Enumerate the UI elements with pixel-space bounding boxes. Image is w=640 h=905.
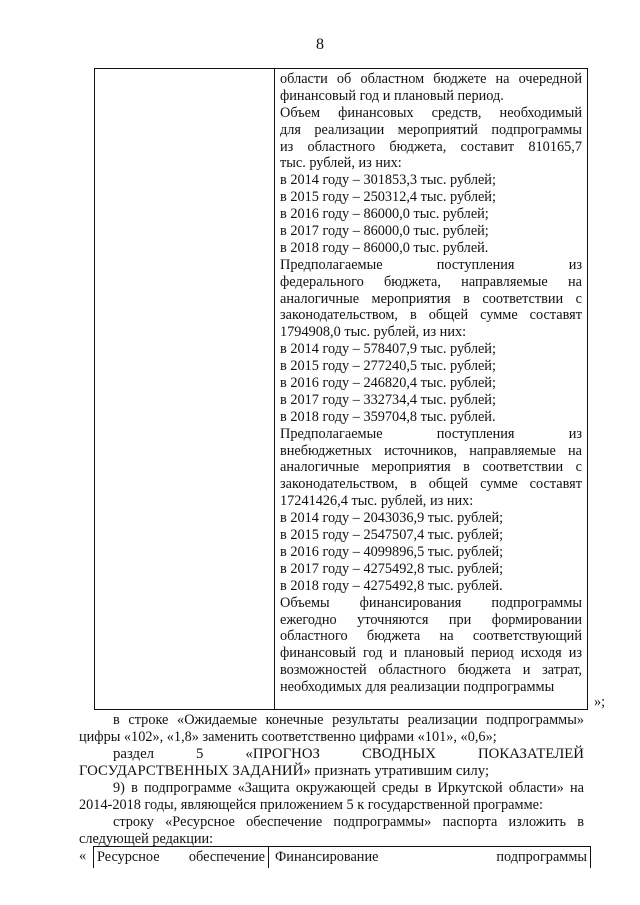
cell-line: 17241426,4 тыс. рублей, из них: bbox=[280, 493, 474, 510]
cell-line: Предполагаемые поступления из bbox=[280, 425, 582, 442]
table-closing-quote: »; bbox=[594, 694, 606, 710]
cell-line: законодательством, в общей сумме составят bbox=[280, 307, 582, 324]
cell-line: 1794908,0 тыс. рублей, из них: bbox=[280, 324, 467, 341]
cell-line: финансовый год и плановый период исходя из bbox=[280, 645, 582, 662]
cell-line: внебюджетных источников, направляемые на bbox=[280, 442, 582, 459]
resource-row-start bbox=[79, 846, 591, 868]
cell-line: в 2015 году – 250312,4 тыс. рублей; bbox=[280, 189, 496, 206]
cell-line: в 2017 году – 86000,0 тыс. рублей; bbox=[280, 223, 489, 240]
bottom-right-cell bbox=[269, 846, 591, 868]
paragraph-text: в строке «Ожидаемые конечные результаты реализации подпрограммы» цифры «102», «1,8» заменить соответственно цифрами «101», «0,6»; bbox=[79, 712, 584, 745]
cell-line: в 2018 году – 4275492,8 тыс. рублей. bbox=[280, 577, 503, 594]
cell-line: для реализации мероприятий подпрограммы bbox=[280, 121, 582, 138]
cell-line: тыс. рублей, из них: bbox=[280, 155, 402, 172]
cell-line: законодательством, в общей сумме составят bbox=[280, 476, 582, 493]
cell-line: федерального бюджета, направляемые на bbox=[280, 273, 582, 290]
cell-line: в 2014 году – 2043036,9 тыс. рублей; bbox=[280, 510, 504, 527]
cell-line: аналогичные мероприятия в соответствии с bbox=[280, 290, 582, 307]
cell-line: аналогичные мероприятия в соответствии с bbox=[280, 459, 582, 476]
bottom-left-cell bbox=[93, 846, 269, 868]
cell-line: из областного бюджета, составит 810165,7 bbox=[280, 138, 582, 155]
cell-line: в 2018 году – 359704,8 тыс. рублей. bbox=[280, 408, 496, 425]
table-right-cell bbox=[280, 71, 582, 696]
cell-line: в 2016 году – 4099896,5 тыс. рублей; bbox=[280, 543, 504, 560]
paragraph-text: 9) в подпрограмме «Защита окружающей среды в Иркутской области» на 2014-2018 годы, являющейся приложением 5 к государственной программе: bbox=[79, 780, 584, 813]
cell-line: Предполагаемые поступления из bbox=[280, 256, 582, 273]
cell-line: в 2015 году – 277240,5 тыс. рублей; bbox=[280, 358, 496, 375]
resource-table bbox=[94, 68, 588, 710]
paragraph-text: строку «Ресурсное обеспечение подпрограммы» паспорта изложить в следующей редакции: bbox=[79, 814, 584, 847]
cell-line: в 2018 году – 86000,0 тыс. рублей. bbox=[280, 239, 489, 256]
cell-line: областного бюджета на соответствующий bbox=[280, 628, 582, 645]
cell-line: в 2016 году – 86000,0 тыс. рублей; bbox=[280, 206, 489, 223]
cell-line: финансовый год и плановый период. bbox=[280, 87, 504, 104]
bottom-right-text: Финансирование подпрограммы bbox=[275, 849, 587, 865]
cell-line: возможностей областного бюджета и затрат, bbox=[280, 662, 582, 679]
paragraph-text: раздел 5 «ПРОГНОЗ СВОДНЫХ ПОКАЗАТЕЛЕЙ ГОСУДАРСТВЕННЫХ ЗАДАНИЙ» признать утратившим силу; bbox=[79, 746, 584, 779]
cell-line: Объемы финансирования подпрограммы bbox=[280, 594, 582, 611]
paragraph-line-change bbox=[79, 814, 584, 848]
open-quote: « bbox=[79, 848, 87, 864]
cell-line: в 2014 году – 578407,9 тыс. рублей; bbox=[280, 341, 496, 358]
cell-line: в 2017 году – 4275492,8 тыс. рублей; bbox=[280, 560, 504, 577]
cell-line: в 2017 году – 332734,4 тыс. рублей; bbox=[280, 391, 496, 408]
paragraph-results bbox=[79, 712, 584, 746]
cell-line: в 2015 году – 2547507,4 тыс. рублей; bbox=[280, 527, 504, 544]
cell-line: Объем финансовых средств, необходимый bbox=[280, 104, 582, 121]
cell-line: в 2016 году – 246820,4 тыс. рублей; bbox=[280, 375, 496, 392]
page-number: 8 bbox=[316, 36, 324, 53]
table-column-divider bbox=[274, 69, 275, 709]
cell-line: необходимых для реализации подпрограммы bbox=[280, 679, 555, 696]
cell-line: области об областном бюджете на очередной bbox=[280, 71, 582, 87]
bottom-left-text: Ресурсное обеспечение bbox=[97, 849, 265, 865]
paragraph-section5 bbox=[79, 746, 584, 780]
cell-line: ежегодно уточняются при формировании bbox=[280, 611, 582, 628]
cell-line: в 2014 году – 301853,3 тыс. рублей; bbox=[280, 172, 496, 189]
paragraph-subprogram bbox=[79, 780, 584, 814]
